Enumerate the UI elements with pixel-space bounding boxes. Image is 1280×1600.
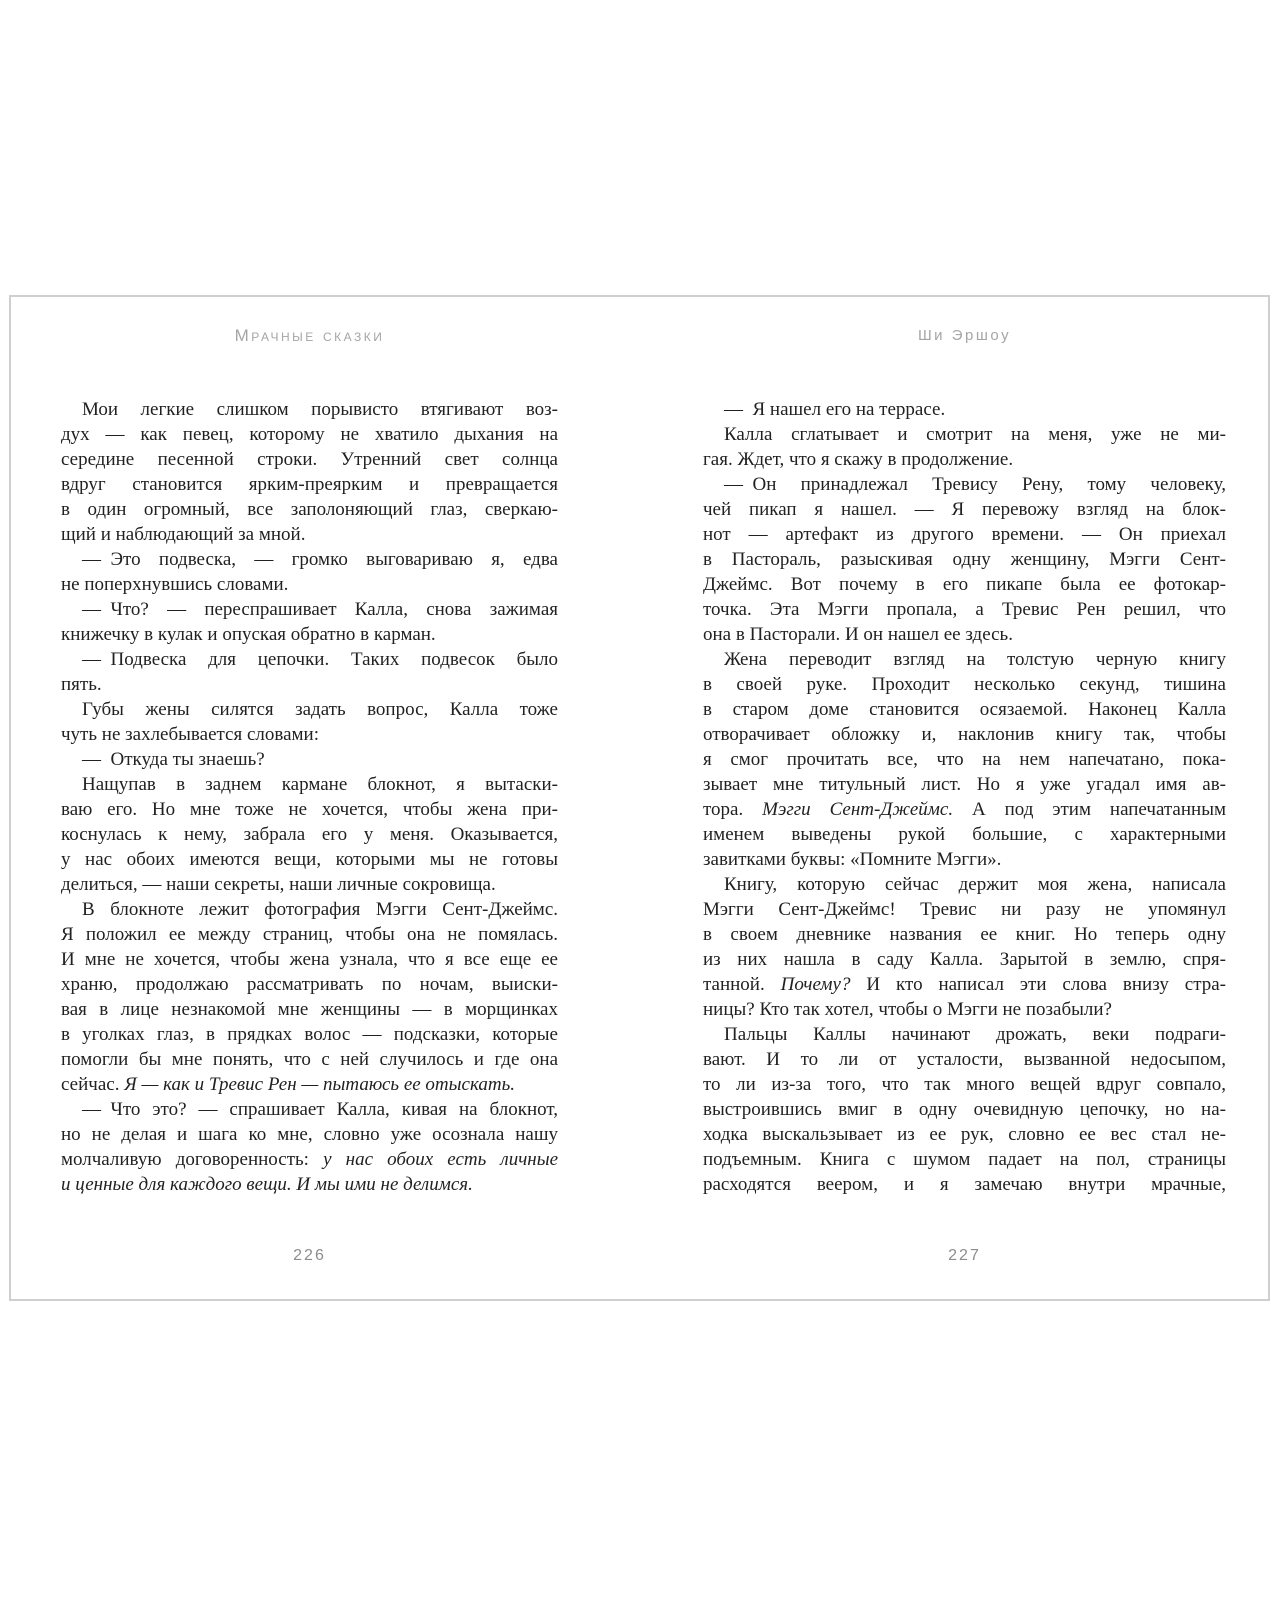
text-line: подъемным. Книга с шумом падает на пол, страницы: [703, 1149, 1226, 1170]
text-line: И мне не хочется, чтобы жена узнала, что я все еще ее: [61, 949, 558, 970]
text-line: делиться, — наши секреты, наши личные сокровища.: [61, 874, 496, 895]
text-line: ходка выскальзывает из ее рук, словно ее вес стал не-: [703, 1124, 1226, 1145]
page-number-right: 227: [948, 1247, 981, 1264]
text-line: Я положил ее между страниц, чтобы она не помялась.: [61, 924, 558, 945]
text-line: — Он принадлежал Тревису Рену, тому человеку,: [724, 474, 1226, 495]
text-line: щий и наблюдающий за мной.: [61, 524, 306, 545]
text-line: молчаливую договоренность: у нас обоих есть личные: [61, 1149, 558, 1170]
page-body: [61, 397, 558, 1197]
text-line: но не делая и шага ко мне, словно уже осознала нашу: [61, 1124, 558, 1145]
text-line: и ценные для каждого вещи. И мы ими не делимся.: [61, 1174, 473, 1195]
page-right: [703, 297, 1226, 1299]
text-line: в своей руке. Проходит несколько секунд, тишина: [703, 674, 1226, 695]
text-line: Нащупав в заднем кармане блокнот, я вытаски-: [82, 774, 558, 795]
text-line: в Пастораль, разыскивая одну женщину, Мэгги Сент-: [703, 549, 1226, 570]
text-line: нот — артефакт из другого времени. — Он приехал: [703, 524, 1226, 545]
text-line: тора. Мэгги Сент-Джеймс. А под этим напечатанным: [703, 799, 1226, 820]
text-line: Калла сглатывает и смотрит на меня, уже не ми-: [724, 424, 1226, 445]
text-line: Книгу, которую сейчас держит моя жена, написала: [724, 874, 1226, 895]
text-line: сейчас. Я — как и Тревис Рен — пытаюсь ее отыскать.: [61, 1074, 515, 1095]
text-line: ваю его. Но мне тоже не хочется, чтобы жена при-: [61, 799, 558, 820]
text-line: выстроившись вмиг в одну очевидную цепочку, но на-: [703, 1099, 1226, 1120]
page-number-left: 226: [293, 1247, 326, 1264]
running-header-left: Мрачные сказки: [234, 326, 385, 345]
text-line: отворачивает обложку и, наклонив книгу так, чтобы: [703, 724, 1226, 745]
text-line: чей пикап я нашел. — Я перевожу взгляд на блок-: [703, 499, 1226, 520]
text-line: вая в лице незнакомой мне женщины — в морщинках: [61, 999, 558, 1020]
text-line: — Подвеска для цепочки. Таких подвесок было: [82, 649, 558, 670]
text-line: ницы? Кто так хотел, чтобы о Мэгги не позабыли?: [703, 999, 1112, 1020]
text-line: чуть не захлебывается словами:: [61, 724, 319, 745]
text-line: в один огромный, все заполоняющий глаз, сверкаю-: [61, 499, 558, 520]
text-line: расходятся веером, и я замечаю внутри мрачные,: [703, 1174, 1226, 1195]
page-body: [703, 397, 1226, 1197]
text-line: то ли из-за того, что так много вещей вдруг совпало,: [703, 1074, 1226, 1095]
text-line: пять.: [61, 674, 102, 695]
running-header-right: Ши Эршоу: [917, 327, 1012, 344]
text-line: танной. Почему? И кто написал эти слова внизу стра-: [703, 974, 1226, 995]
text-line: дух — как певец, которому не хватило дыхания на: [61, 424, 558, 445]
text-line: в уголках глаз, в прядках волос — подсказки, которые: [61, 1024, 558, 1045]
text-line: зывает мне титульный лист. Но я уже угадал имя ав-: [703, 774, 1226, 795]
text-line: не поперхнувшись словами.: [61, 574, 289, 595]
text-line: Мэгги Сент-Джеймс! Тревис ни разу не упомянул: [703, 899, 1226, 920]
text-line: коснулась к нему, забрала его у меня. Оказывается,: [61, 824, 558, 845]
text-line: — Я нашел его на террасе.: [724, 399, 946, 420]
text-line: я смог прочитать все, что на нем напечатано, пока-: [703, 749, 1226, 770]
text-line: именем выведены рукой большие, с характерными: [703, 824, 1226, 845]
page-left: [61, 297, 558, 1299]
text-line: она в Пасторали. И он нашел ее здесь.: [703, 624, 1013, 645]
text-line: книжечку в кулак и опуская обратно в карман.: [61, 624, 436, 645]
text-line: точка. Эта Мэгги пропала, а Тревис Рен решил, что: [703, 599, 1226, 620]
text-line: в старом доме становится осязаемой. Наконец Калла: [703, 699, 1226, 720]
text-line: — Что? — переспрашивает Калла, снова зажимая: [82, 599, 558, 620]
text-line: В блокноте лежит фотография Мэгги Сент-Джеймс.: [82, 899, 558, 920]
text-line: Губы жены силятся задать вопрос, Калла тоже: [82, 699, 558, 720]
text-line: — Откуда ты знаешь?: [82, 749, 265, 770]
text-line: помогли бы мне понять, что с ней случилось и где она: [61, 1049, 558, 1070]
text-line: вают. И то ли от усталости, вызванной недосыпом,: [703, 1049, 1226, 1070]
text-line: — Что это? — спрашивает Калла, кивая на блокнот,: [82, 1099, 558, 1120]
text-line: у нас обоих имеются вещи, которыми мы не готовы: [61, 849, 558, 870]
text-line: Жена переводит взгляд на толстую черную книгу: [724, 649, 1226, 670]
text-line: гая. Ждет, что я скажу в продолжение.: [703, 449, 1014, 470]
text-line: вдруг становится ярким-преярким и превращается: [61, 474, 558, 495]
text-line: завитками буквы: «Помните Мэгги».: [703, 849, 1002, 870]
text-line: Мои легкие слишком порывисто втягивают воз-: [82, 399, 558, 420]
book-spread: [9, 295, 1270, 1301]
text-line: Джеймс. Вот почему в его пикапе была ее фотокар-: [703, 574, 1226, 595]
text-line: в своем дневнике названия ее книг. Но теперь одну: [703, 924, 1226, 945]
text-line: Пальцы Каллы начинают дрожать, веки подраги-: [724, 1024, 1226, 1045]
text-line: — Это подвеска, — громко выговариваю я, едва: [82, 549, 558, 570]
text-line: середине песенной строки. Утренний свет солнца: [61, 449, 558, 470]
text-line: из них нашла в саду Калла. Зарытой в землю, спря-: [703, 949, 1226, 970]
text-line: храню, продолжаю рассматривать по ночам, выиски-: [61, 974, 558, 995]
